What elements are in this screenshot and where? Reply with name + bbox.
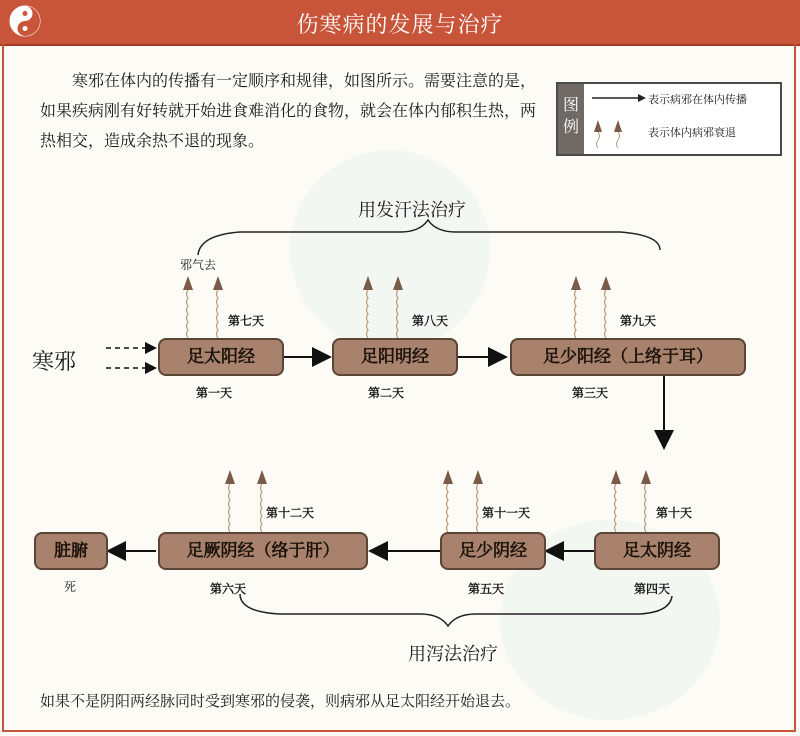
retreat-arrow bbox=[571, 276, 581, 338]
retreat-arrow bbox=[213, 276, 223, 338]
top-brace bbox=[198, 220, 660, 255]
day-label: 第十二天 bbox=[266, 506, 315, 520]
legend-tag: 图例 bbox=[558, 84, 584, 154]
node-foot-yangming: 足阳明经 bbox=[332, 338, 458, 376]
retreat-arrow bbox=[443, 470, 453, 532]
legend-retreat-label: 表示体内病邪衰退 bbox=[648, 126, 736, 139]
retreat-arrow bbox=[393, 276, 403, 338]
retreat-arrow bbox=[183, 276, 193, 338]
node-foot-jueyin: 足厥阴经（络于肝） bbox=[158, 532, 368, 570]
pathogen-leaves-label: 邪气去 bbox=[180, 258, 217, 272]
bottom-brace bbox=[240, 594, 672, 626]
day-label: 第一天 bbox=[196, 386, 233, 400]
retreat-arrow bbox=[363, 276, 373, 338]
day-label: 第六天 bbox=[210, 582, 247, 596]
retreat-arrow bbox=[257, 470, 267, 532]
day-label: 第五天 bbox=[468, 582, 505, 596]
intro-paragraph: 寒邪在体内的传播有一定顺序和规律，如图所示。需要注意的是，如果疾病刚有好转就开始进食难消化的食物，就会在体内郁积生热，两热相交，造成余热不退的现象。 bbox=[40, 71, 537, 150]
day-label: 第八天 bbox=[412, 314, 449, 328]
retreat-arrow bbox=[473, 470, 483, 532]
page-title: 伤寒病的发展与治疗 bbox=[296, 13, 504, 38]
bottom-treatment-label: 用泻法治疗 bbox=[408, 644, 498, 665]
day-label: 第二天 bbox=[368, 386, 405, 400]
retreat-arrow bbox=[641, 470, 651, 532]
top-treatment-label: 用发汗法治疗 bbox=[358, 200, 466, 221]
day-label: 第九天 bbox=[620, 314, 657, 328]
node-foot-shaoyang: 足少阳经（上络于耳） bbox=[510, 338, 746, 376]
footnote: 如果不是阴阳两经脉同时受到寒邪的侵袭，则病邪从足太阳经开始退去。 bbox=[40, 692, 521, 710]
retreat-arrow bbox=[601, 276, 611, 338]
node-organs: 脏腑 bbox=[34, 532, 108, 570]
day-label: 第七天 bbox=[228, 314, 265, 328]
retreat-arrow bbox=[225, 470, 235, 532]
day-label: 第四天 bbox=[634, 582, 671, 596]
day-label: 第三天 bbox=[572, 386, 609, 400]
pathogen-label: 寒邪 bbox=[32, 350, 77, 375]
day-label: 第十天 bbox=[656, 506, 693, 520]
legend-spread-label: 表示病邪在体内传播 bbox=[648, 93, 747, 106]
node-foot-taiyin: 足太阴经 bbox=[594, 532, 720, 570]
node-foot-taiyang: 足太阳经 bbox=[158, 338, 284, 376]
death-label: 死 bbox=[64, 580, 77, 594]
node-foot-shaoyin: 足少阴经 bbox=[440, 532, 546, 570]
retreat-arrow bbox=[611, 470, 621, 532]
day-label: 第十一天 bbox=[482, 506, 531, 520]
